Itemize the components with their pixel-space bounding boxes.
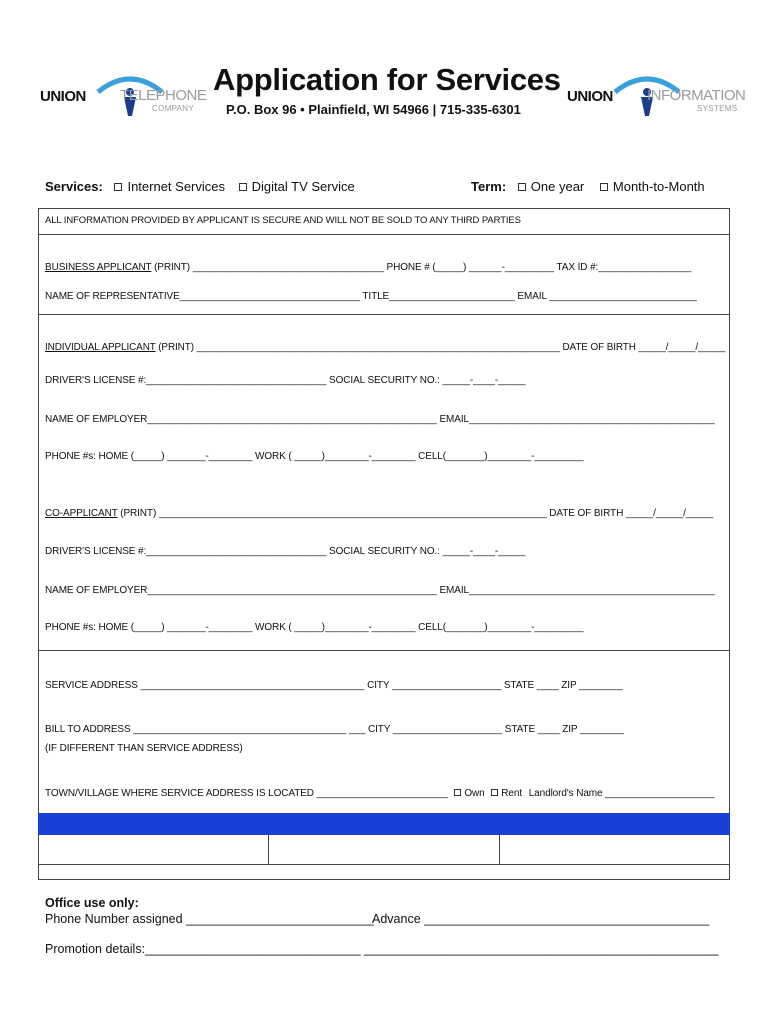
union-information-logo: [567, 64, 746, 124]
option-digital-tv: Digital TV Service: [251, 179, 355, 194]
security-notice: ALL INFORMATION PROVIDED BY APPLICANT IS SECURE AND WILL NOT BE SOLD TO ANY THIRD PARTIES: [45, 215, 521, 226]
logo-left-word2: COMPANY: [152, 104, 194, 113]
town-village-field[interactable]: TOWN/VILLAGE WHERE SERVICE ADDRESS IS LOCATED ________________________: [45, 788, 448, 799]
company-address: P.O. Box 96 • Plainfield, WI 54966 | 715-335-6301: [226, 102, 521, 117]
logo-left-word1: TELEPHONE: [120, 87, 207, 104]
checkbox-internet[interactable]: [114, 183, 122, 191]
individual-applicant-label: INDIVIDUAL APPLICANT: [45, 342, 156, 353]
checkbox-digital-tv[interactable]: [239, 183, 247, 191]
option-internet: Internet Services: [127, 179, 225, 194]
services-label: Services:: [45, 179, 103, 194]
checkbox-month-to-month[interactable]: [600, 183, 608, 191]
bill-to-address-line[interactable]: BILL TO ADDRESS _______________________________________ ___ CITY ____________________ STATE ____ ZIP ________: [45, 724, 624, 735]
logo-right-word1: INFORMATION: [647, 87, 746, 104]
representative-line[interactable]: NAME OF REPRESENTATIVE_________________________________ TITLE_______________________ EMAIL ___________________________: [45, 291, 697, 302]
co-phone-line[interactable]: PHONE #s: HOME (_____) _______-________ WORK ( _____)________-________ CELL(_______)________-_________: [45, 622, 584, 633]
divider: [38, 864, 730, 865]
promotion-details-field[interactable]: Promotion details:_______________________________ ___________________________________________________: [45, 942, 719, 956]
own-label: Own: [464, 788, 485, 799]
business-applicant-line[interactable]: BUSINESS APPLICANT (PRINT) ___________________________________ PHONE # (_____) ______-_________ TAX ID #:_________________: [45, 262, 692, 273]
checkbox-own[interactable]: [454, 789, 461, 796]
individual-drivers-license-line[interactable]: DRIVER'S LICENSE #:_________________________________ SOCIAL SECURITY NO.: _____-____-_____: [45, 375, 526, 386]
logo-right-union: UNION: [567, 88, 613, 105]
logo-right-word2: SYSTEMS: [697, 104, 738, 113]
rent-label: Rent: [501, 788, 523, 799]
bill-to-note: (IF DIFFERENT THAN SERVICE ADDRESS): [45, 743, 243, 754]
term-label: Term:: [471, 179, 507, 194]
landlord-name-field[interactable]: Landlord's Name ____________________: [528, 788, 715, 799]
individual-phone-line[interactable]: PHONE #s: HOME (_____) _______-________ WORK ( _____)________-________ CELL(_______)________-_________: [45, 451, 584, 462]
advance-field[interactable]: Advance _________________________________________: [372, 912, 710, 926]
co-drivers-license-line[interactable]: DRIVER'S LICENSE #:_________________________________ SOCIAL SECURITY NO.: _____-____-_____: [45, 546, 526, 557]
table-cell-divider: [268, 835, 269, 864]
checkbox-one-year[interactable]: [518, 183, 526, 191]
co-applicant-label: CO-APPLICANT: [45, 508, 118, 519]
option-one-year: One year: [530, 179, 585, 194]
service-address-line[interactable]: SERVICE ADDRESS _________________________________________ CITY ____________________ STATE ____ ZIP ________: [45, 680, 623, 691]
divider: [38, 314, 730, 315]
table-cell-divider: [499, 835, 500, 864]
divider: [38, 650, 730, 651]
individual-employer-line[interactable]: NAME OF EMPLOYER_____________________________________________________ EMAIL_____________________________________________: [45, 414, 715, 425]
blue-header-bar: [38, 813, 730, 835]
business-applicant-label: BUSINESS APPLICANT: [45, 262, 152, 273]
divider: [38, 234, 730, 235]
town-village-line: [45, 788, 714, 799]
office-use-title: Office use only:: [45, 896, 139, 910]
page-title: Application for Services: [213, 62, 561, 97]
phone-number-assigned-field[interactable]: Phone Number assigned ___________________________: [45, 912, 374, 926]
application-form-frame: [38, 208, 730, 880]
co-applicant-line[interactable]: CO-APPLICANT (PRINT) _______________________________________________________________________ DATE OF BIRTH _____/_____/_____: [45, 508, 714, 519]
term-row: [471, 179, 705, 194]
individual-applicant-line[interactable]: INDIVIDUAL APPLICANT (PRINT) ___________________________________________________________________ DATE OF BIRTH _____/_____/_____: [45, 342, 726, 353]
co-employer-line[interactable]: NAME OF EMPLOYER_____________________________________________________ EMAIL_____________________________________________: [45, 585, 715, 596]
services-row: [45, 179, 355, 194]
checkbox-rent[interactable]: [491, 789, 498, 796]
union-telephone-logo: [40, 64, 210, 124]
logo-left-union: UNION: [40, 88, 86, 105]
option-month-to-month: Month-to-Month: [612, 179, 705, 194]
